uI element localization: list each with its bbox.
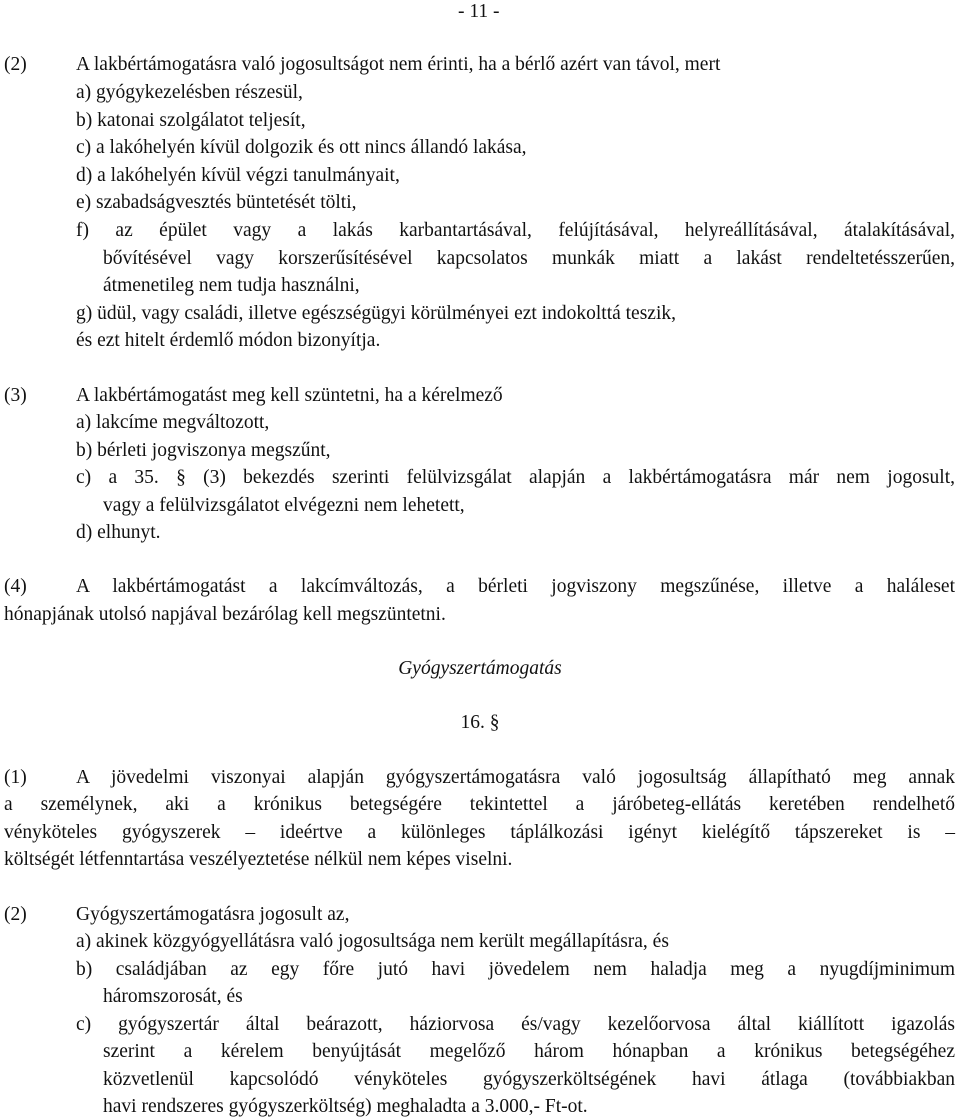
s2-item-e: e) szabadságvesztés büntetését tölti, <box>76 192 357 213</box>
p2-intro: Gyógyszertámogatásra jogosult az, <box>76 904 350 925</box>
p2-item-b-line2: háromszorosát, és <box>103 986 243 1007</box>
s2-item-f-line1: f) az épület vagy a lakás karbantartásával, felújításával, helyreállításával, átalakításával, <box>76 220 955 241</box>
p2-item-a: a) akinek közgyógyellátásra való jogosultsága nem került megállapításra, és <box>76 931 669 952</box>
s3-item-c-line1: c) a 35. § (3) bekezdés szerinti felülvizsgálat alapján a lakbértámogatásra már nem jogosult, <box>76 467 955 488</box>
s2-item-f-line2: bővítésével vagy korszerűsítésével kapcsolatos munkák miatt a lakást rendeltetésszerűen, <box>103 248 955 269</box>
p1-line3: vényköteles gyógyszerek – ideértve a különleges táplálkozási igényt kielégítő tápszereket is – <box>4 822 955 843</box>
s2-item-a: a) gyógykezelésben részesül, <box>76 82 303 103</box>
s2-item-f-line3: átmenetileg nem tudja használni, <box>103 275 360 296</box>
s2-intro: A lakbértámogatásra való jogosultságot nem érinti, ha a bérlő azért van távol, mert <box>76 54 721 75</box>
p2-item-c-line4: havi rendszeres gyógyszerköltség) meghaladta a 3.000,- Ft-ot. <box>103 1096 588 1117</box>
p2-item-b-line1: b) családjában az egy főre jutó havi jövedelem nem haladja meg a nyugdíjminimum <box>76 959 955 980</box>
s3-intro: A lakbértámogatást meg kell szüntetni, ha a kérelmező <box>76 385 503 406</box>
s4-number: (4) <box>4 576 27 597</box>
s2-number: (2) <box>4 54 27 75</box>
p2-item-c-line1: c) gyógyszertár által beárazott, háziorvosa és/vagy kezelőorvosa által kiállított igazolás <box>76 1014 955 1035</box>
paragraph-number: 16. § <box>460 712 500 733</box>
s4-line2: hónapjának utolsó napjával bezárólag kell megszüntetni. <box>4 604 446 625</box>
s2-item-g: g) üdül, vagy családi, illetve egészségügyi körülményei ezt indokolttá teszik, <box>76 303 676 324</box>
s3-item-b: b) bérleti jogviszonya megszűnt, <box>76 440 331 461</box>
p1-line1: A jövedelmi viszonyai alapján gyógyszertámogatásra való jogosultság állapítható meg annak <box>76 767 955 788</box>
s3-item-a: a) lakcíme megváltozott, <box>76 412 270 433</box>
s4-line1: A lakbértámogatást a lakcímváltozás, a bérleti jogviszony megszűnése, illetve a haláleset <box>76 576 955 597</box>
p2-item-c-line2: szerint a kérelem benyújtását megelőző három hónapban a krónikus betegségéhez <box>103 1041 955 1062</box>
p2-number: (2) <box>4 904 27 925</box>
p1-line2: a személynek, aki a krónikus betegségére tekintettel a járóbeteg-ellátás keretében rendelhető <box>4 794 955 815</box>
s3-number: (3) <box>4 385 27 406</box>
page-number: - 11 - <box>458 1 500 22</box>
section-heading: Gyógyszertámogatás <box>398 658 562 679</box>
s3-item-d: d) elhunyt. <box>76 522 161 543</box>
p1-number: (1) <box>4 767 27 788</box>
p1-line4: költségét létfenntartása veszélyeztetése nélkül nem képes viselni. <box>4 849 513 870</box>
s2-item-b: b) katonai szolgálatot teljesít, <box>76 110 306 131</box>
s3-item-c-line2: vagy a felülvizsgálatot elvégezni nem lehetett, <box>103 495 465 516</box>
p2-item-c-line3: közvetlenül kapcsolódó vényköteles gyógyszerköltségének havi átlaga (továbbiakban <box>103 1069 955 1090</box>
s2-item-c: c) a lakóhelyén kívül dolgozik és ott nincs állandó lakása, <box>76 137 527 158</box>
s2-tail: és ezt hitelt érdemlő módon bizonyítja. <box>76 330 381 351</box>
s2-item-d: d) a lakóhelyén kívül végzi tanulmányait, <box>76 165 400 186</box>
